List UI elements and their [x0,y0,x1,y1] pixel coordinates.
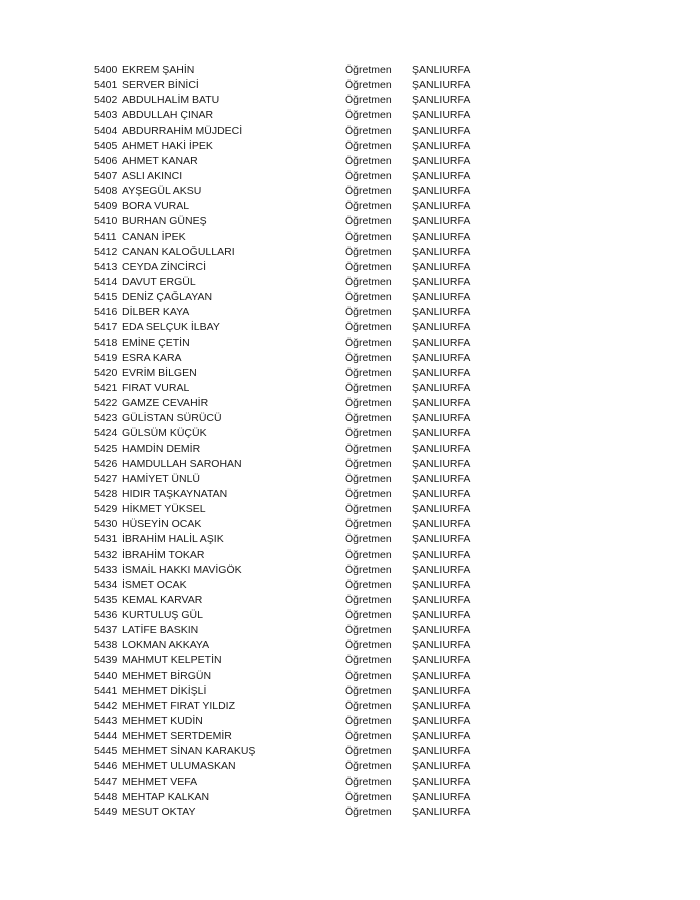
row-number: 5443 [94,715,118,728]
job-title: Öğretmen [345,169,392,182]
job-title: Öğretmen [345,775,392,788]
list-row [94,78,494,93]
row-number: 5407 [94,169,118,182]
row-number: 5422 [94,397,118,410]
job-title: Öğretmen [345,805,392,818]
job-title: Öğretmen [345,306,392,319]
person-name: KEMAL KARVAR [122,593,203,606]
job-title: Öğretmen [345,457,392,470]
list-row [94,457,494,472]
job-title: Öğretmen [345,79,392,92]
list-row [94,472,494,487]
job-title: Öğretmen [345,503,392,516]
list-row [94,805,494,820]
person-name: AHMET HAKİ İPEK [122,139,213,152]
row-number: 5439 [94,654,118,667]
job-title: Öğretmen [345,578,392,591]
city-name: ŞANLIURFA [412,442,471,455]
list-row [94,775,494,790]
city-name: ŞANLIURFA [412,139,471,152]
job-title: Öğretmen [345,397,392,410]
city-name: ŞANLIURFA [412,533,471,546]
job-title: Öğretmen [345,427,392,440]
city-name: ŞANLIURFA [412,457,471,470]
job-title: Öğretmen [345,533,392,546]
person-name: SERVER BİNİCİ [122,79,199,92]
list-row [94,154,494,169]
row-number: 5405 [94,139,118,152]
list-row [94,230,494,245]
person-name: ASLI AKINCI [122,169,183,182]
job-title: Öğretmen [345,200,392,213]
person-name: ESRA KARA [122,351,182,364]
list-row [94,411,494,426]
city-name: ŞANLIURFA [412,624,471,637]
list-row [94,608,494,623]
job-title: Öğretmen [345,593,392,606]
row-number: 5409 [94,200,118,213]
city-name: ŞANLIURFA [412,790,471,803]
row-number: 5414 [94,275,118,288]
job-title: Öğretmen [345,654,392,667]
row-number: 5408 [94,185,118,198]
list-row [94,442,494,457]
row-number: 5402 [94,94,118,107]
city-name: ŞANLIURFA [412,381,471,394]
job-title: Öğretmen [345,412,392,425]
list-row [94,759,494,774]
person-name: EVRİM BİLGEN [122,366,197,379]
list-row [94,790,494,805]
list-row [94,593,494,608]
list-row [94,563,494,578]
person-name: BORA VURAL [122,200,190,213]
list-row [94,381,494,396]
city-name: ŞANLIURFA [412,200,471,213]
list-row [94,169,494,184]
person-name: HAMDULLAH SAROHAN [122,457,242,470]
job-title: Öğretmen [345,185,392,198]
person-name: MAHMUT KELPETİN [122,654,222,667]
list-row [94,320,494,335]
person-name: GÜLSÜM KÜÇÜK [122,427,207,440]
row-number: 5446 [94,760,118,773]
city-name: ŞANLIURFA [412,336,471,349]
list-row [94,366,494,381]
city-name: ŞANLIURFA [412,669,471,682]
person-name: İBRAHİM HALİL AŞIK [122,533,224,546]
person-name: KURTULUŞ GÜL [122,609,203,622]
job-title: Öğretmen [345,624,392,637]
job-title: Öğretmen [345,336,392,349]
job-title: Öğretmen [345,124,392,137]
person-name: CANAN KALOĞULLARI [122,245,235,258]
row-number: 5441 [94,684,118,697]
person-name: İSMET OCAK [122,578,187,591]
list-row [94,684,494,699]
list-row [94,426,494,441]
list-row [94,729,494,744]
person-name: ABDURRAHİM MÜJDECİ [122,124,243,137]
person-name: DAVUT ERGÜL [122,275,196,288]
row-number: 5429 [94,503,118,516]
row-number: 5448 [94,790,118,803]
city-name: ŞANLIURFA [412,124,471,137]
city-name: ŞANLIURFA [412,230,471,243]
city-name: ŞANLIURFA [412,487,471,500]
list-row [94,108,494,123]
row-number: 5412 [94,245,118,258]
person-name: LOKMAN AKKAYA [122,639,210,652]
row-number: 5421 [94,381,118,394]
person-name: MEHTAP KALKAN [122,790,210,803]
list-row [94,699,494,714]
job-title: Öğretmen [345,790,392,803]
job-title: Öğretmen [345,442,392,455]
list-row [94,653,494,668]
person-name: LATİFE BASKIN [122,624,199,637]
row-number: 5426 [94,457,118,470]
city-name: ŞANLIURFA [412,548,471,561]
row-number: 5403 [94,109,118,122]
row-number: 5411 [94,230,117,243]
row-number: 5406 [94,154,118,167]
city-name: ŞANLIURFA [412,427,471,440]
list-row [94,669,494,684]
job-title: Öğretmen [345,639,392,652]
list-row [94,548,494,563]
job-title: Öğretmen [345,669,392,682]
list-row [94,638,494,653]
city-name: ŞANLIURFA [412,260,471,273]
list-row [94,517,494,532]
job-title: Öğretmen [345,472,392,485]
list-row [94,93,494,108]
row-number: 5423 [94,412,118,425]
person-name: CANAN İPEK [122,230,186,243]
job-title: Öğretmen [345,684,392,697]
row-number: 5420 [94,366,118,379]
person-name: ABDULHALİM BATU [122,94,220,107]
person-name: MEHMET VEFA [122,775,198,788]
city-name: ŞANLIURFA [412,351,471,364]
list-row [94,487,494,502]
city-name: ŞANLIURFA [412,578,471,591]
job-title: Öğretmen [345,275,392,288]
job-title: Öğretmen [345,94,392,107]
row-number: 5433 [94,563,118,576]
job-title: Öğretmen [345,321,392,334]
row-number: 5401 [94,79,118,92]
person-name: ABDULLAH ÇINAR [122,109,214,122]
person-name: EKREM ŞAHİN [122,64,195,76]
city-name: ŞANLIURFA [412,306,471,319]
city-name: ŞANLIURFA [412,684,471,697]
city-name: ŞANLIURFA [412,775,471,788]
person-name: EDA SELÇUK İLBAY [122,321,220,334]
job-title: Öğretmen [345,64,392,76]
list-row [94,396,494,411]
list-row [94,260,494,275]
city-name: ŞANLIURFA [412,412,471,425]
list-row [94,139,494,154]
list-row [94,214,494,229]
row-number: 5418 [94,336,118,349]
person-name: GAMZE CEVAHİR [122,397,209,410]
person-name: DİLBER KAYA [122,306,190,319]
row-number: 5416 [94,306,118,319]
row-number: 5437 [94,624,118,637]
city-name: ŞANLIURFA [412,215,471,228]
row-number: 5434 [94,578,118,591]
city-name: ŞANLIURFA [412,745,471,758]
city-name: ŞANLIURFA [412,699,471,712]
person-name: MEHMET DİKİŞLİ [122,684,207,697]
job-title: Öğretmen [345,760,392,773]
city-name: ŞANLIURFA [412,154,471,167]
job-title: Öğretmen [345,230,392,243]
city-name: ŞANLIURFA [412,805,471,818]
list-row [94,502,494,517]
city-name: ŞANLIURFA [412,109,471,122]
job-title: Öğretmen [345,699,392,712]
job-title: Öğretmen [345,563,392,576]
person-name: HİKMET YÜKSEL [122,503,206,516]
city-name: ŞANLIURFA [412,275,471,288]
row-number: 5425 [94,442,118,455]
row-number: 5449 [94,805,118,818]
city-name: ŞANLIURFA [412,79,471,92]
row-number: 5444 [94,730,118,743]
row-number: 5440 [94,669,118,682]
list-row [94,351,494,366]
job-title: Öğretmen [345,109,392,122]
row-number: 5432 [94,548,118,561]
city-name: ŞANLIURFA [412,321,471,334]
row-number: 5447 [94,775,118,788]
row-number: 5427 [94,472,118,485]
person-name: HIDIR TAŞKAYNATAN [122,487,228,500]
row-number: 5442 [94,699,118,712]
row-number: 5428 [94,487,118,500]
person-name: İBRAHİM TOKAR [122,548,205,561]
row-number: 5419 [94,351,118,364]
city-name: ŞANLIURFA [412,654,471,667]
list-row [94,199,494,214]
row-number: 5445 [94,745,118,758]
list-row [94,744,494,759]
person-name: HÜSEYİN OCAK [122,518,202,531]
row-number: 5431 [94,533,118,546]
job-title: Öğretmen [345,730,392,743]
person-name: BURHAN GÜNEŞ [122,215,207,228]
list-row [94,290,494,305]
city-name: ŞANLIURFA [412,760,471,773]
city-name: ŞANLIURFA [412,639,471,652]
person-name: MEHMET FIRAT YILDIZ [122,699,235,712]
row-number: 5415 [94,291,118,304]
job-title: Öğretmen [345,215,392,228]
job-title: Öğretmen [345,548,392,561]
list-row [94,245,494,260]
person-name: GÜLİSTAN SÜRÜCÜ [122,412,222,425]
city-name: ŞANLIURFA [412,593,471,606]
city-name: ŞANLIURFA [412,730,471,743]
city-name: ŞANLIURFA [412,609,471,622]
list-row [94,275,494,290]
city-name: ŞANLIURFA [412,503,471,516]
row-number: 5430 [94,518,118,531]
city-name: ŞANLIURFA [412,185,471,198]
row-number: 5435 [94,593,118,606]
row-number: 5438 [94,639,118,652]
list-row [94,336,494,351]
list-row [94,578,494,593]
row-number: 5400 [94,64,118,76]
person-name: DENİZ ÇAĞLAYAN [122,291,213,304]
list-row [94,623,494,638]
job-title: Öğretmen [345,291,392,304]
list-row [94,184,494,199]
city-name: ŞANLIURFA [412,563,471,576]
city-name: ŞANLIURFA [412,64,471,76]
job-title: Öğretmen [345,260,392,273]
row-number: 5413 [94,260,118,273]
person-name: MEHMET BİRGÜN [122,669,212,682]
city-name: ŞANLIURFA [412,397,471,410]
person-name: MEHMET KUDİN [122,715,203,728]
list-row [94,63,494,78]
job-title: Öğretmen [345,745,392,758]
row-number: 5436 [94,609,118,622]
job-title: Öğretmen [345,245,392,258]
list-row [94,532,494,547]
row-number: 5404 [94,124,118,137]
city-name: ŞANLIURFA [412,518,471,531]
row-number: 5417 [94,321,118,334]
person-name: İSMAİL HAKKI MAVİGÖK [122,563,242,576]
city-name: ŞANLIURFA [412,291,471,304]
person-name: MEHMET SERTDEMİR [122,730,232,743]
row-number: 5410 [94,215,118,228]
person-name: CEYDA ZİNCİRCİ [122,260,207,273]
job-title: Öğretmen [345,715,392,728]
city-name: ŞANLIURFA [412,366,471,379]
person-name: MEHMET SİNAN KARAKUŞ [122,745,256,758]
person-name: AHMET KANAR [122,154,198,167]
person-name: MESUT OKTAY [122,805,196,818]
person-name: AYŞEGÜL AKSU [122,185,202,198]
job-title: Öğretmen [345,139,392,152]
list-row [94,305,494,320]
city-name: ŞANLIURFA [412,169,471,182]
person-name: HAMİYET ÜNLÜ [122,472,200,485]
person-name: MEHMET ULUMASKAN [122,760,236,773]
job-title: Öğretmen [345,518,392,531]
city-name: ŞANLIURFA [412,245,471,258]
row-number: 5424 [94,427,118,440]
person-name: FIRAT VURAL [122,381,190,394]
job-title: Öğretmen [345,154,392,167]
city-name: ŞANLIURFA [412,472,471,485]
city-name: ŞANLIURFA [412,94,471,107]
job-title: Öğretmen [345,351,392,364]
job-title: Öğretmen [345,366,392,379]
list-row [94,124,494,139]
list-row [94,714,494,729]
job-title: Öğretmen [345,381,392,394]
job-title: Öğretmen [345,609,392,622]
person-name: HAMDİN DEMİR [122,442,201,455]
city-name: ŞANLIURFA [412,715,471,728]
teacher-list [94,63,494,820]
job-title: Öğretmen [345,487,392,500]
person-name: EMİNE ÇETİN [122,336,190,349]
